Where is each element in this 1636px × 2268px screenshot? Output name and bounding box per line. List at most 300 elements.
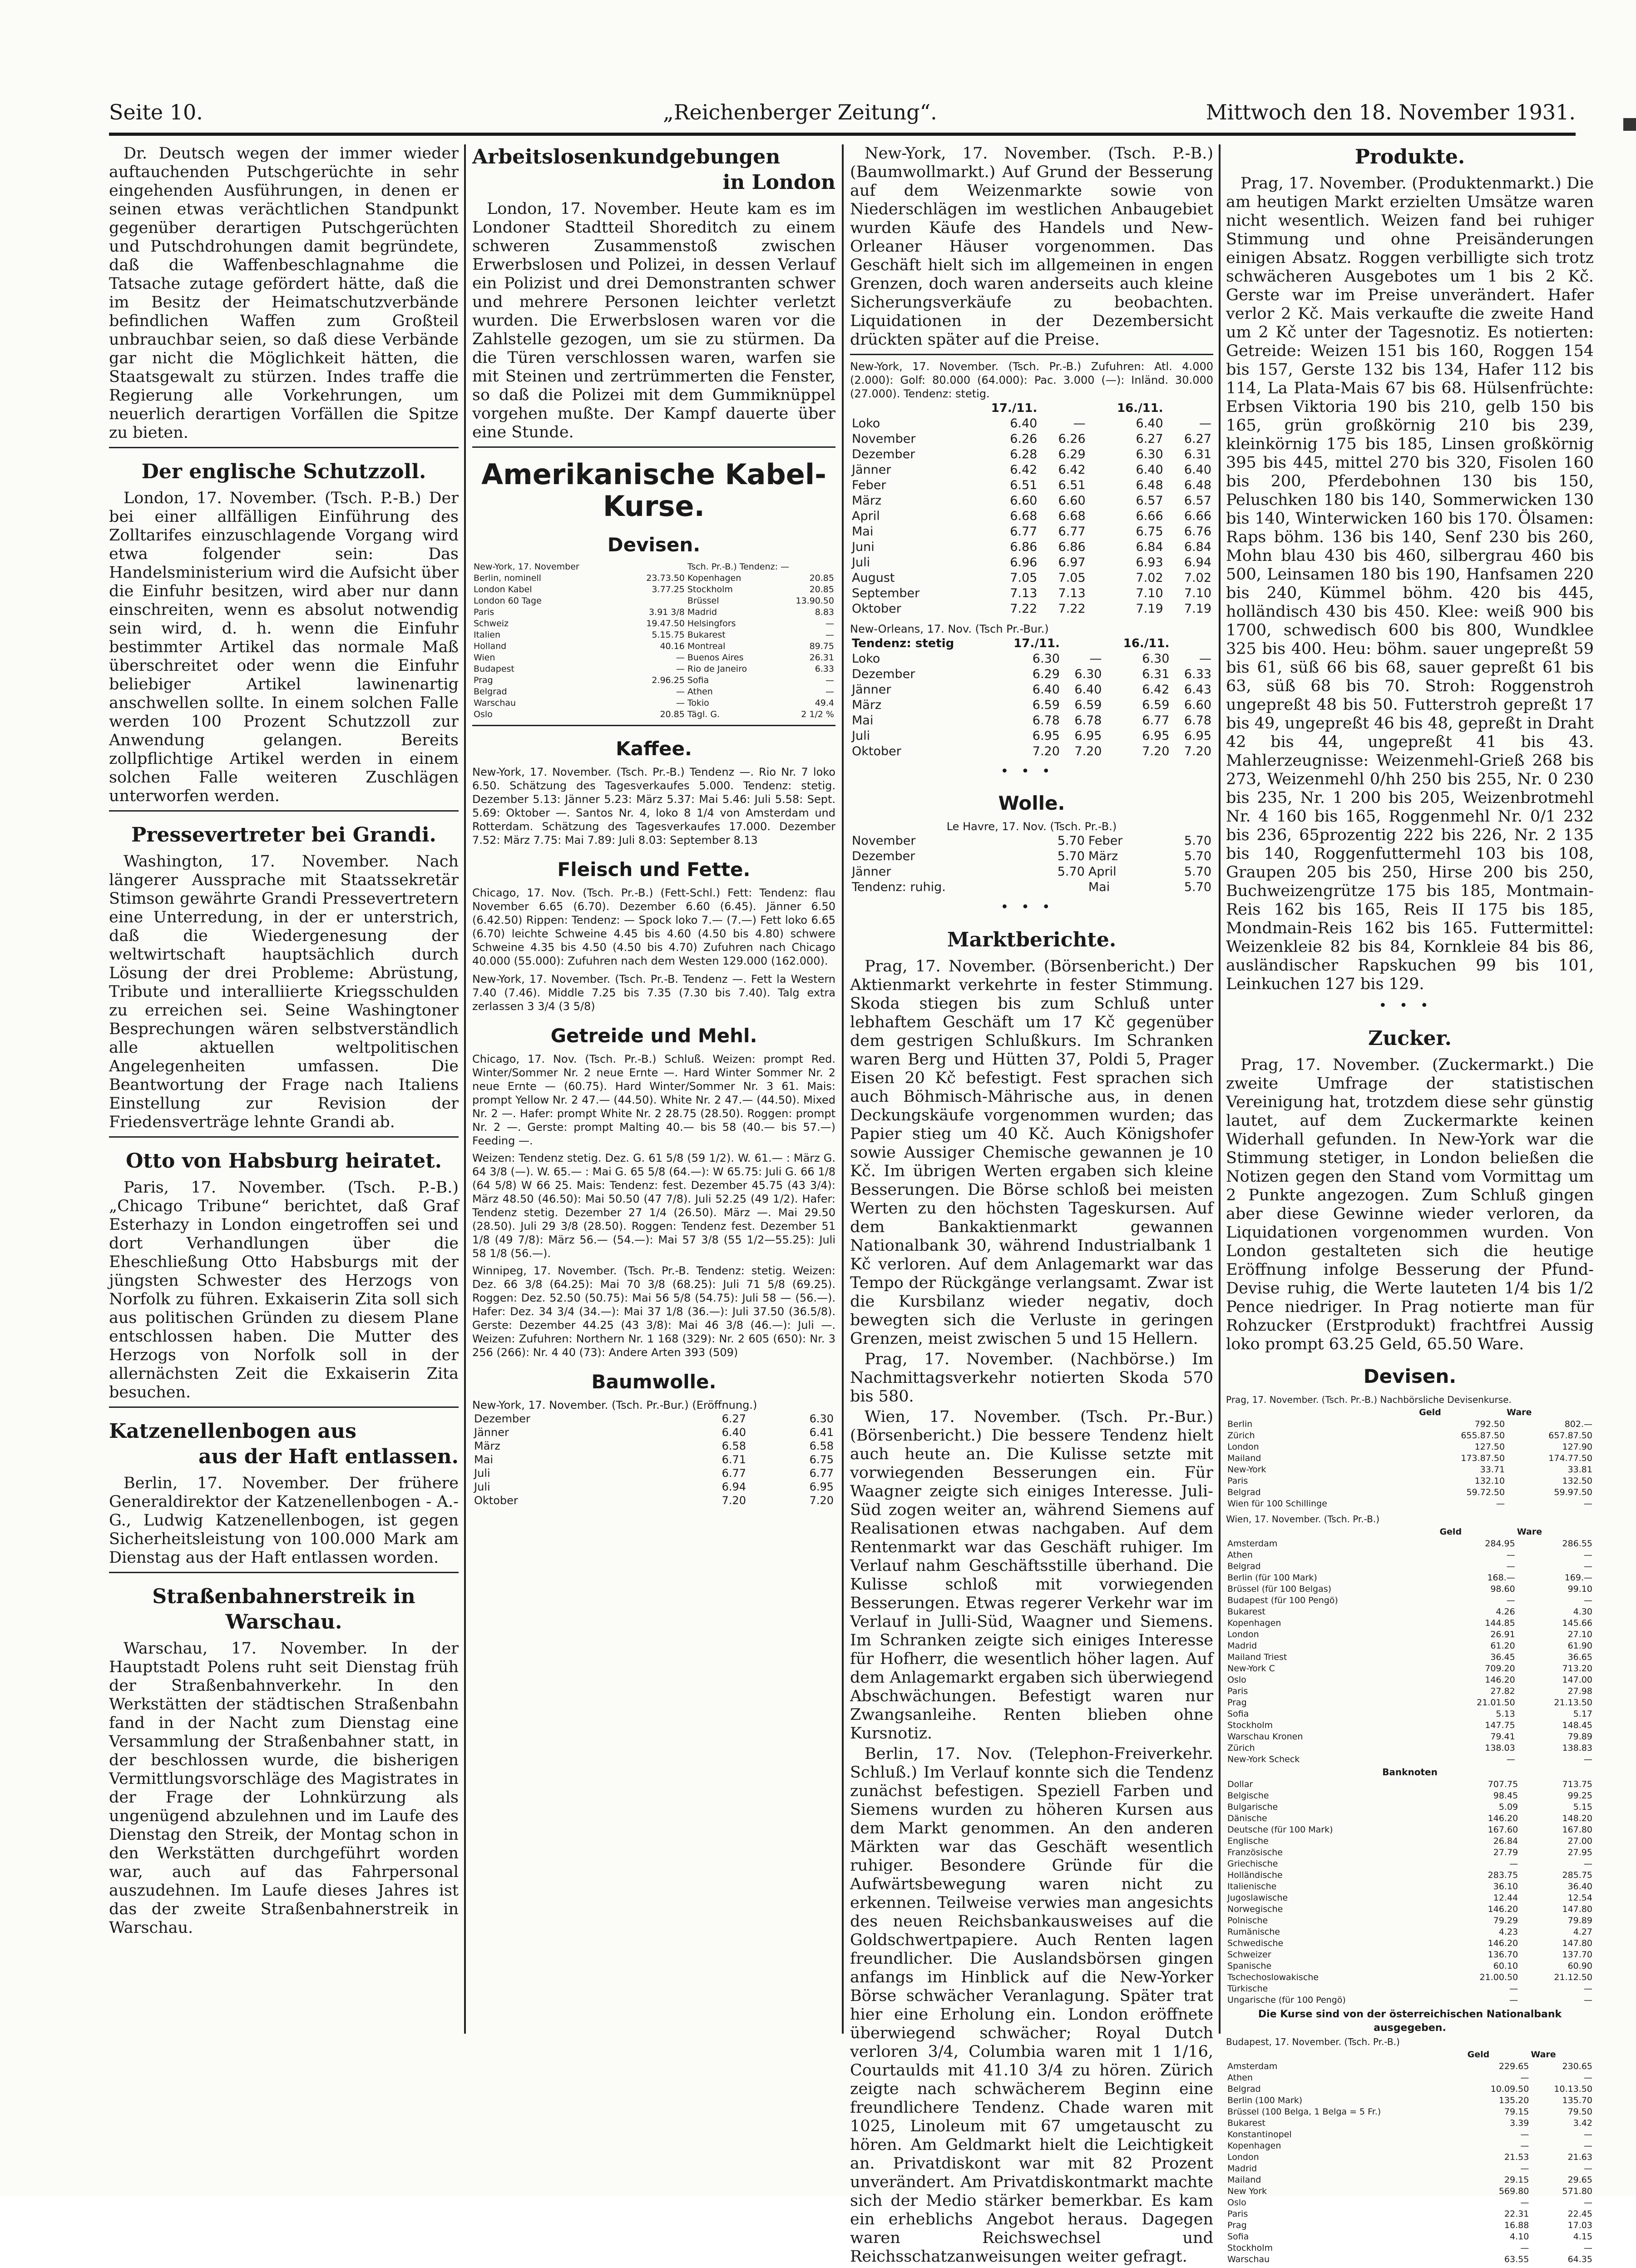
article-text: London, 17. November. Heute kam es im Londoner Stadtteil Shoreditch zu einem schweren Zusammenstoß zwischen Erwerbslosen und Polizei, in dessen Verlauf ein Polizist und drei Demonstranten schwer und mehrere Personen leichter verletzt wurden. Die Erwerbslosen waren vor die Zahlstelle gezogen, um sie zu stürmen. Da die Türen verschlossen waren, warfen sie mit Steinen und zertrümmerten die Fenster, so daß die Polizei mit dem Gummiknüppel vorgehen mußte. Der Kampf dauerte über eine Stunde. <box>472 200 835 441</box>
table-cell: 6.78 <box>1184 713 1211 728</box>
table-cell: 6.77 <box>809 1467 834 1480</box>
table-cell: Montreal <box>687 641 726 651</box>
table-cell: 5.70 <box>1057 834 1085 848</box>
table-cell: 167.60 <box>1488 1825 1518 1835</box>
table-cell: März <box>474 1440 500 1452</box>
table-row <box>1226 1731 1594 1743</box>
table-caption: Banknoten <box>1382 1767 1438 1778</box>
table-cell: Jänner <box>852 463 891 477</box>
table-cell: 7.20 <box>809 1494 834 1507</box>
table-cell: 4.10 <box>1510 2232 1529 2242</box>
divider <box>472 725 835 726</box>
table-cell: Mailand Triest <box>1227 1652 1287 1662</box>
table-cell: November <box>852 432 916 446</box>
table-row <box>1226 1847 1594 1858</box>
table-cell: 6.78 <box>1032 713 1060 728</box>
table-row <box>850 880 1213 895</box>
table-cell: — <box>1506 1595 1515 1605</box>
table-row <box>1226 1870 1594 1881</box>
table-cell: 79.29 <box>1493 1916 1518 1926</box>
table-cell: 7.19 <box>1184 602 1211 616</box>
table-cell: 20.85 <box>809 573 834 583</box>
table-cell: Belgrad <box>1227 1487 1261 1497</box>
table-body <box>1226 1538 1594 1765</box>
table-cell: 6.41 <box>809 1426 834 1439</box>
table-header-row <box>1226 2049 1594 2061</box>
table-cell: — <box>1509 1859 1518 1869</box>
table-cell: 21.12.50 <box>1554 1972 1592 1982</box>
table-cell: 6.51 <box>1058 478 1086 492</box>
table-cell: Juli <box>474 1481 490 1493</box>
table-row <box>1226 2186 1594 2197</box>
table-row <box>472 1494 835 1507</box>
budapest-devisen-table <box>1226 2049 1594 2265</box>
table-cell: — <box>1520 2141 1529 2151</box>
table-body <box>1226 2061 1594 2265</box>
table-row <box>850 698 1213 713</box>
table-cell: Prag <box>474 675 493 685</box>
table-cell: — <box>1509 1995 1518 2005</box>
table-row <box>1226 1926 1594 1938</box>
table-cell: 7.13 <box>1058 586 1086 600</box>
ornament-separator: ••• <box>1379 998 1441 1014</box>
table-cell: 6.30 <box>1032 652 1060 666</box>
market-text: Weizen: Tendenz stetig. Dez. G. 61 5/8 (59 1/2). W. 61.— : März G. 64 3/8 (—). W. 65.— : Mai G. 65 5/8 (64.—): W 65.75: Juli G. 66 1/8 (64 5/8) W 66 25. Mais: Tendenz: fest. Dezember 45.75 (43 3/4): März 48.50 (46.50): Mai 50.50 (47 7/8). Juli 52.25 (49 1/2). Hafer: Tendenz stetig. Dezember 27 1/4 (26.50). März —. Mai 29.50 (28.50). Juli 29 3/8 (28.50). Roggen: Tendenz fest. Dezember 51 1/8 (49 7/8): März 56.— (54.—): Mai 57 3/8 (55 1/2—55.25): Juli 58 1/8 (56.—). <box>472 1152 835 1260</box>
table-cell: Bulgarische <box>1227 1802 1278 1812</box>
table-row <box>1226 1538 1594 1550</box>
table-cell: — <box>1506 1550 1515 1560</box>
table-cell: — <box>676 687 685 697</box>
market-text: New-York, 17. November. (Tsch. Pr.-Bur.) (Eröffnung.) <box>472 1399 757 1411</box>
table-row <box>850 540 1213 555</box>
table-cell: New-York Scheck <box>1227 1754 1300 1764</box>
table-cell: Griechische <box>1227 1859 1278 1869</box>
table-row <box>1226 1790 1594 1802</box>
table-cell: — <box>825 619 834 629</box>
table-cell: Italien <box>474 630 500 640</box>
table-cell: 7.13 <box>1010 586 1038 600</box>
table-cell: 21.13.50 <box>1554 1698 1592 1708</box>
table-cell: 6.95 <box>1074 729 1102 743</box>
table-cell: London <box>1227 1442 1259 1452</box>
table-cell: Jänner <box>852 865 891 879</box>
table-cell: Tendenz: ruhig. <box>852 880 946 894</box>
table-caption: Budapest, 17. November. (Tsch. Pr.-B.) <box>1226 2036 1400 2047</box>
article-text: Prag, 17. November. (Zuckermarkt.) Die zweite Umfrage der statistischen Vereinigung hat, trotzdem diese sehr günstig lautet, auf dem Zuckermarkte keinen Widerhall gefunden. In New-York war die Stimmung stetiger, in London beließen die Notizen gegen den Stand vom Vormittag um 2 Punkte angezogen. Zum Schluß gingen aber diese Gewinne wieder verloren, da Liquidationen vorgenommen wurden. Von London gestalteten sich die heutige Eröffnung infolge Besserung der Pfund-Devise ruhig, die Werte lauteten 1/4 bis 1/2 Pence niedriger. In Prag notierte man für Rohzucker (Erstprodukt) frachtfrei Aussig loko prompt 63.25 Geld, 65.50 Ware. <box>1226 1056 1594 1353</box>
table-cell: 146.20 <box>1488 1904 1518 1914</box>
table-cell: 284.95 <box>1485 1539 1515 1549</box>
section-title: Devisen. <box>1363 1365 1457 1387</box>
subsection-title: Devisen. <box>607 534 701 556</box>
table-cell: Berlin (für 100 Mark) <box>1227 1573 1317 1583</box>
table-row <box>1226 1629 1594 1640</box>
table-cell: August <box>852 571 895 585</box>
table-cell: Sofia <box>687 675 709 685</box>
section-title: Marktberichte. <box>947 928 1117 951</box>
table-cell: — <box>1520 2129 1529 2139</box>
table-row <box>1226 1949 1594 1961</box>
table-cell: 3.77.25 <box>652 584 685 594</box>
table-cell: 6.40 <box>1184 463 1211 477</box>
table-row <box>850 447 1213 462</box>
table-cell: 36.40 <box>1567 1882 1592 1892</box>
table-cell: Loko <box>852 652 880 666</box>
column-header: Geld <box>1439 1527 1462 1537</box>
table-cell: 6.40 <box>1136 463 1163 477</box>
table-cell: Oslo <box>474 709 493 719</box>
table-caption: Die Kurse sind von der österreichischen Nationalbank ausgegeben. <box>1258 2009 1562 2034</box>
table-row <box>1226 1881 1594 1892</box>
table-cell: 167.80 <box>1562 1825 1592 1835</box>
table-cell: Dänische <box>1227 1813 1267 1823</box>
table-cell: Juli <box>852 555 870 569</box>
table-cell: 7.20 <box>722 1494 746 1507</box>
table-cell: 60.10 <box>1493 1961 1518 1971</box>
table-cell: 7.02 <box>1136 571 1163 585</box>
table-cell: 21.63 <box>1567 2152 1592 2162</box>
page-header <box>109 100 1576 129</box>
table-row <box>1226 2152 1594 2163</box>
table-cell: Französische <box>1227 1847 1283 1857</box>
table-row <box>472 686 835 698</box>
table-cell: 3.39 <box>1510 2118 1529 2128</box>
column-header <box>1165 401 1213 416</box>
table-cell: 6.57 <box>1136 494 1163 508</box>
table-cell: 6.94 <box>722 1481 746 1493</box>
table-cell: 7.05 <box>1058 571 1086 585</box>
table-cell: — <box>676 653 685 663</box>
table-cell: Kopenhagen <box>1227 1618 1281 1628</box>
table-cell: 6.59 <box>1074 698 1102 712</box>
table-cell: 168.— <box>1487 1573 1515 1583</box>
table-cell: Belgrad <box>474 687 507 697</box>
table-row <box>472 641 835 652</box>
scan-edge-mark <box>1623 118 1636 131</box>
table-cell: Oktober <box>474 1494 518 1507</box>
table-cell: 6.29 <box>1058 447 1086 461</box>
table-cell: 6.97 <box>1058 555 1086 569</box>
table-cell: 137.70 <box>1562 1950 1592 1960</box>
table-cell: Prag <box>1227 1698 1247 1708</box>
column-header <box>1062 636 1104 651</box>
table-row <box>1226 1498 1594 1510</box>
article-text: Prag, 17. November. (Produktenmarkt.) Die am heutigen Markt erzielten Umsätze waren nicht wesentlich. Weizen fand bei ruhiger Stimmung und ohne Preisänderungen einigen Absatz. Roggen verbilligte sich trotz schwächeren Ausgebotes um 1 bis 2 Kč. Gerste war im Preise unverändert. Hafer verlor 2 Kč. Mais verkaufte die zweite Hand um 2 Kč unter der Tagesnotiz. Es notierten: Getreide: Weizen 151 bis 160, Roggen 154 bis 157, Gerste 132 bis 134, Hafer 112 bis 114, La Plata-Mais 67 bis 68. Hülsenfrüchte: Erbsen Viktoria 190 bis 210, gelb 150 bis 165, grün großkörnig 210 bis 239, kleinkörnig 175 bis 185, Linsen großkörnig 395 bis 445, mittel 270 bis 320, Fisolen 160 bis 200, Pferdebohnen 130 bis 150, Peluschken 180 bis 140, Sommerwicken 130 bis 140, Winterwicken 160 bis 170. Ölsamen: Raps böhm. 136 bis 140, Senf 230 bis 260, Mohn blau 430 bis 460, silbergrau 460 bis 500, Leinsamen 180 bis 190, Hanfsamen 220 bis 240, Kümmel böhm. 420 bis 445, holländisch 430 bis 450. Klee: weiß 900 bis 1700, schwedisch 600 bis 800, Wundklee 325 bis 400. Heu: böhm. sauer ungepreßt 59 bis 61, süß 66 bis 68, sauer gepreßt 61 bis 63, süß 68 bis 70. Stroh: Roggenstroh ungepreßt 48 bis 50. Futterstroh gepreßt 17 bis 49, ungepreßt 46 bis 48, gepreßt in Draht 42 bis 44, ungepreßt 41 bis 43. Mahlerzeugnisse: Weizenmehl-Grieß 268 bis 273, Weizenmehl 0/hh 250 bis 255, Nr. 0 230 bis 235, Nr. 1 200 bis 205, Weizenbrotmehl Nr. 4 160 bis 165, Roggenmehl Nr. 0/1 232 bis 236, 65prozentig 222 bis 226, Nr. 2 135 bis 140, Roggenfuttermehl 103 bis 108, Graupen 205 bis 250, Hirse 200 bis 250, Buchweizengrütze 175 bis 185, Montmain-Reis 162 bis 165, Reis II 175 bis 185, Mondmain-Reis 162 bis 165. Futtermittel: Weizenkleie 82 bis 84, Kornkleie 84 bis 86, ausländischer Rapskuchen 99 bis 101, Leinkuchen 127 bis 129. <box>1226 174 1594 993</box>
column-rule <box>842 144 844 2034</box>
table-row <box>850 524 1213 540</box>
headline: Otto von Habsburg heiratet. <box>126 1149 442 1173</box>
table-cell: 6.31 <box>1184 447 1211 461</box>
table-row <box>850 462 1213 478</box>
table-cell: 6.48 <box>1184 478 1211 492</box>
table-cell: Oktober <box>852 744 901 758</box>
table-row <box>850 833 1213 849</box>
table-cell: — <box>1584 2141 1592 2151</box>
table-cell: 135.20 <box>1498 2095 1529 2105</box>
headline: Arbeitslosenkundgebungen <box>472 145 781 168</box>
table-cell: Paris <box>1227 1686 1248 1696</box>
article-text: Berlin, 17. November. Der frühere Generaldirektor der Katzenellenbogen - A.-G., Ludwig Katzenellenbogen, ist gegen Sicherheitsleistung von 100.000 Mark am Dienstag aus der Haft entlassen worden. <box>109 1474 459 1567</box>
table-cell: — <box>825 630 834 640</box>
table-cell: 60.90 <box>1567 1961 1592 1971</box>
table-cell: 6.77 <box>1142 713 1170 728</box>
table-row <box>1226 1904 1594 1915</box>
table-cell: 33.81 <box>1567 1465 1592 1475</box>
table-cell: 569.80 <box>1498 2186 1529 2196</box>
section-title: Produkte. <box>1354 145 1465 168</box>
market-text: Le Havre, 17. Nov. (Tsch. Pr.-B.) <box>946 820 1117 833</box>
table-cell: Rumänische <box>1227 1927 1280 1937</box>
table-cell: Warschau <box>1227 2254 1270 2264</box>
table-cell: Englische <box>1227 1836 1269 1846</box>
table-cell: — <box>1584 1595 1592 1605</box>
table-cell: Loko <box>852 416 880 431</box>
table-cell: 6.42 <box>1058 463 1086 477</box>
table-cell: 4.27 <box>1573 1927 1592 1937</box>
table-cell: 20.85 <box>660 709 685 719</box>
table-row <box>1226 2140 1594 2152</box>
table-cell: 6.31 <box>1142 667 1170 681</box>
table-cell: Amsterdam <box>1227 1539 1278 1549</box>
page-number: Seite 10. <box>109 100 203 124</box>
table-row <box>1226 1441 1594 1453</box>
table-cell: 147.75 <box>1485 1720 1515 1730</box>
headline-line-2: aus der Haft entlassen. <box>198 1445 459 1468</box>
table-row <box>850 431 1213 447</box>
table-row <box>1226 2095 1594 2106</box>
table-row <box>1226 2220 1594 2231</box>
table-cell: 26.84 <box>1493 1836 1518 1846</box>
table-cell: 61.90 <box>1567 1641 1592 1651</box>
table-cell: Mai <box>852 525 874 539</box>
table-row <box>1226 2209 1594 2220</box>
table-cell: 64.35 <box>1567 2254 1592 2264</box>
table-cell: 36.65 <box>1567 1652 1592 1662</box>
column-header: 17./11. <box>1013 637 1060 650</box>
table-cell: Holland <box>474 641 507 651</box>
prague-devisen-table <box>1226 1406 1594 1510</box>
table-cell: 4.26 <box>1496 1607 1515 1617</box>
table-caption: Prag, 17. November. (Tsch. Pr.-B.) Nachbörsliche Devisenkurse. <box>1226 1394 1512 1405</box>
table-cell: 6.77 <box>1058 525 1086 539</box>
table-cell: 6.33 <box>1184 667 1211 681</box>
table-cell: 5.15.75 <box>652 630 685 640</box>
headline: Katzenellenbogen aus <box>109 1420 356 1443</box>
table-cell: Madrid <box>687 607 717 617</box>
table-cell: Kopenhagen <box>687 573 741 583</box>
table-cell: 27.95 <box>1567 1847 1592 1857</box>
table-cell: 6.30 <box>809 1412 834 1425</box>
table-cell: 19.47.50 <box>646 619 685 629</box>
table-cell: 6.59 <box>1142 698 1170 712</box>
table-cell: Mailand <box>1227 1453 1261 1463</box>
table-row <box>850 744 1213 759</box>
table-cell: Deutsche (für 100 Mark) <box>1227 1825 1333 1835</box>
table-caption: Wien, 17. November. (Tsch. Pr.-B.) <box>1226 1514 1380 1525</box>
table-cell: 6.84 <box>1184 540 1211 554</box>
table-cell: Juni <box>852 540 875 554</box>
table-cell: 5.70 <box>1057 849 1085 863</box>
table-header-row <box>1226 1406 1594 1419</box>
table-cell: Helsingfors <box>687 619 736 629</box>
table-cell: 136.70 <box>1488 1950 1518 1960</box>
table-cell: Wien <box>474 653 495 663</box>
market-text: New-York, 17. November. (Tsch. Pr.-B. Tendenz —. Fett la Western 7.40 (7.46). Middle 7.25 bis 7.35 (7.30 bis 7.40). Talg extra zerlassen 3 3/4 (3 5/8) <box>472 973 835 1013</box>
table-cell: 571.80 <box>1562 2186 1592 2196</box>
section-title: Amerikanische Kabel- <box>481 458 826 491</box>
table-cell: London Kabel <box>474 584 532 594</box>
market-text: Chicago, 17. Nov. (Tsch. Pr.-B.) Schluß. Weizen: prompt Red. Winter/Sommer Nr. 2 neue Ernte —. Hard Winter Sommer Nr. 2 neue Ernte — (60.75). Hard Winter/Sommer Nr. 3 61. Mais: prompt Yellow Nr. 2 47.— (44.50). White Nr. 2 47.— (44.50). Mixed Nr. 2 —. Hafer: prompt White Nr. 2 28.75 (28.50). Roggen: prompt Nr. 2 —. Gerste: prompt Malting 40.— bis 58 (40.— bis 57.—) Feeding —. <box>472 1053 835 1147</box>
divider <box>109 1572 459 1573</box>
table-cell: 10.09.50 <box>1490 2084 1529 2094</box>
table-cell: 5.70 <box>1184 849 1211 863</box>
column-header <box>850 401 961 416</box>
table-cell: 135.70 <box>1562 2095 1592 2105</box>
table-row <box>850 478 1213 493</box>
table-cell: 655.87.50 <box>1461 1431 1505 1441</box>
table-cell: 21.53 <box>1504 2152 1529 2162</box>
table-row <box>850 555 1213 570</box>
table-cell: Schweiz <box>474 619 509 629</box>
table-cell: 22.31 <box>1504 2209 1529 2219</box>
table-cell: 6.28 <box>1010 447 1038 461</box>
table-cell: 99.10 <box>1567 1584 1592 1594</box>
table-cell: 26.91 <box>1490 1629 1515 1639</box>
table-cell: 20.85 <box>809 584 834 594</box>
table-cell: 6.40 <box>1010 416 1038 431</box>
table-cell: Warschau Kronen <box>1227 1732 1303 1742</box>
divider <box>109 1406 459 1408</box>
table-cell: 132.50 <box>1562 1476 1592 1486</box>
table-cell: 7.20 <box>1184 744 1211 758</box>
table-row <box>472 595 835 607</box>
table-cell: 707.75 <box>1488 1779 1518 1789</box>
table-cell: 29.15 <box>1504 2175 1529 2185</box>
table-cell: Kopenhagen <box>1227 2141 1281 2151</box>
header-rule <box>109 133 1576 136</box>
table-row <box>472 1480 835 1494</box>
table-cell: Jänner <box>474 1426 509 1439</box>
table-row <box>472 573 835 584</box>
table-cell: Berlin, nominell <box>474 573 541 583</box>
table-cell: — <box>1584 1995 1592 2005</box>
table-row <box>1226 1858 1594 1870</box>
table-cell: 6.27 <box>722 1412 746 1425</box>
table-cell: 5.09 <box>1498 1802 1518 1812</box>
table-cell: 27.98 <box>1567 1686 1592 1696</box>
table-cell: 144.85 <box>1485 1618 1515 1628</box>
headline: Straßenbahnerstreik in Warschau. <box>152 1585 415 1634</box>
table-cell: 6.60 <box>1058 494 1086 508</box>
table-row <box>1226 1779 1594 1790</box>
table-cell: 173.87.50 <box>1461 1453 1505 1463</box>
table-cell: Paris <box>1227 2209 1248 2219</box>
table-cell: Tokio <box>687 698 709 708</box>
table-cell: 7.20 <box>1032 744 1060 758</box>
table-row <box>1226 1640 1594 1652</box>
table-cell: Berlin (100 Mark) <box>1227 2095 1303 2105</box>
ny-cotton-table <box>850 401 1213 617</box>
table-cell: Tschechoslowakische <box>1227 1972 1319 1982</box>
table-row <box>1226 1961 1594 1972</box>
column-header <box>1039 401 1087 416</box>
table-cell: 3.91 3/8 <box>648 607 685 617</box>
section-title: Zucker. <box>1368 1027 1452 1050</box>
table-cell: Holländische <box>1227 1870 1283 1880</box>
table-row <box>472 629 835 641</box>
table-cell: 79.89 <box>1567 1732 1592 1742</box>
table-cell: Tsch. Pr.-B.) Tendenz: — <box>687 562 790 572</box>
table-cell: Sofia <box>1227 1709 1249 1719</box>
table-cell: 6.68 <box>1010 509 1038 523</box>
table-cell: Jugoslawische <box>1227 1893 1288 1903</box>
table-cell: Paris <box>1227 1476 1248 1486</box>
article-text: Paris, 17. November. (Tsch. P.-B.) „Chicago Tribune“ berichtet, daß Graf Esterhazy in London eingetroffen sei und dort Verhandlungen über die Eheschließung Otto Habsburgs mit der jüngsten Schwester des Herzogs von Norfolk zu führen. Exkaiserin Zita soll sich aus politischen Gründen zu diesem Plane entschlossen haben. Die Mutter des Herzogs von Norfolk soll in der allernächsten Zeit die Exkaiserin Zita besuchen. <box>109 1179 459 1401</box>
table-cell: 27.00 <box>1567 1836 1592 1846</box>
table-cell: Dezember <box>474 1412 530 1425</box>
table-cell: 713.75 <box>1562 1779 1592 1789</box>
table-cell: 6.75 <box>1136 525 1163 539</box>
table-cell: 6.40 <box>1032 683 1060 697</box>
table-cell: 6.95 <box>1032 729 1060 743</box>
table-cell: 6.77 <box>722 1467 746 1480</box>
table-cell: 6.43 <box>1184 683 1211 697</box>
table-cell: 21.01.50 <box>1477 1698 1515 1708</box>
table-cell: 286.55 <box>1562 1539 1592 1549</box>
table-cell: April <box>1088 865 1117 879</box>
table-cell: 26.31 <box>809 653 834 663</box>
column-header: 16./11. <box>1123 637 1170 650</box>
table-row <box>1226 2243 1594 2254</box>
table-cell: — <box>1584 1499 1592 1509</box>
article-text: New-York, 17. November. (Tsch. P.-B.) (Baumwollmarkt.) Auf Grund der Besserung auf dem Weizenmarkte sowie von Niederschlägen im westlichen Anbaugebiet wurden Käufe des Handels und New-Orleaner Häuser vorgenommen. Das Geschäft hielt sich im allgemeinen in engen Grenzen, doch waren anderseits auch kleine Sicherungsverkäufe zu beobachten. Liquidationen in der Dezembersicht drückten später auf die Preise. <box>850 144 1213 349</box>
table-cell: 148.45 <box>1562 1720 1592 1730</box>
table-header-row <box>850 401 1213 416</box>
table-row <box>1226 1464 1594 1476</box>
table-cell: Mailand <box>1227 2175 1261 2185</box>
table-cell <box>627 561 686 573</box>
table-row <box>1226 1561 1594 1572</box>
table-row <box>1226 1652 1594 1663</box>
table-cell: Oslo <box>1227 2198 1246 2208</box>
table-row <box>472 561 835 573</box>
table-row <box>1226 1802 1594 1813</box>
table-cell: Bukarest <box>1227 1607 1265 1617</box>
table-cell: — <box>1584 2198 1592 2208</box>
table-row <box>1226 1606 1594 1618</box>
table-cell: — <box>676 664 685 674</box>
table-cell: — <box>825 687 834 697</box>
table-cell: 169.— <box>1564 1573 1592 1583</box>
table-cell: 40.16 <box>660 641 685 651</box>
table-row <box>1226 2106 1594 2118</box>
table-row <box>472 1426 835 1439</box>
table-cell: Belgrad <box>1227 1561 1261 1571</box>
column-header <box>1226 1406 1419 1419</box>
table-row <box>1226 1836 1594 1847</box>
table-cell: 6.95 <box>1142 729 1170 743</box>
article-text: Prag, 17. November. (Börsenbericht.) Der Aktienmarkt verkehrte in fester Stimmung. Skoda stiegen bis zum Schluß unter lebhaftem Geschäft um 17 Kč gegenüber dem gestrigen Schlußkurs. Im Schranken waren Berg und Hütten 37, Poldi 5, Prager Eisen 20 Kč befestigt. Fest sprachen sich auch Böhmisch-Mährische aus, in denen Deckungskäufe vorgenommen wurden; das Papier stieg um 40 Kč. Auch Königshofer sowie Aussiger Chemische gewannen je 10 Kč. Im übrigen Werten ergaben sich kleine Besserungen. Die Börse schloß bei meisten Werten zu den höchsten Tageskursen. Auf dem Bankaktienmarkt gewannen Nationalbank 30, während Industrialbank 1 Kč verloren. Auf dem Anlagemarkt war das Tempo der Rückgänge verlangsamt. Zwar ist die Kursbilanz wieder negativ, doch bewegten sich die Verluste in geringen Grenzen, meist zwischen 5 und 15 Hellern. <box>850 957 1213 1348</box>
table-cell: Amsterdam <box>1227 2061 1278 2071</box>
table-cell: 5.70 <box>1184 834 1211 848</box>
table-cell: 7.20 <box>1142 744 1170 758</box>
table-cell: 6.77 <box>1010 525 1038 539</box>
table-cell: 147.80 <box>1562 1904 1592 1914</box>
table-cell: Sofia <box>1227 2232 1249 2242</box>
table-cell: Stockholm <box>1227 1720 1273 1730</box>
table-cell: November <box>852 834 916 848</box>
table-cell: Bukarest <box>1227 2118 1265 2128</box>
table-cell: 802.— <box>1564 1419 1592 1429</box>
